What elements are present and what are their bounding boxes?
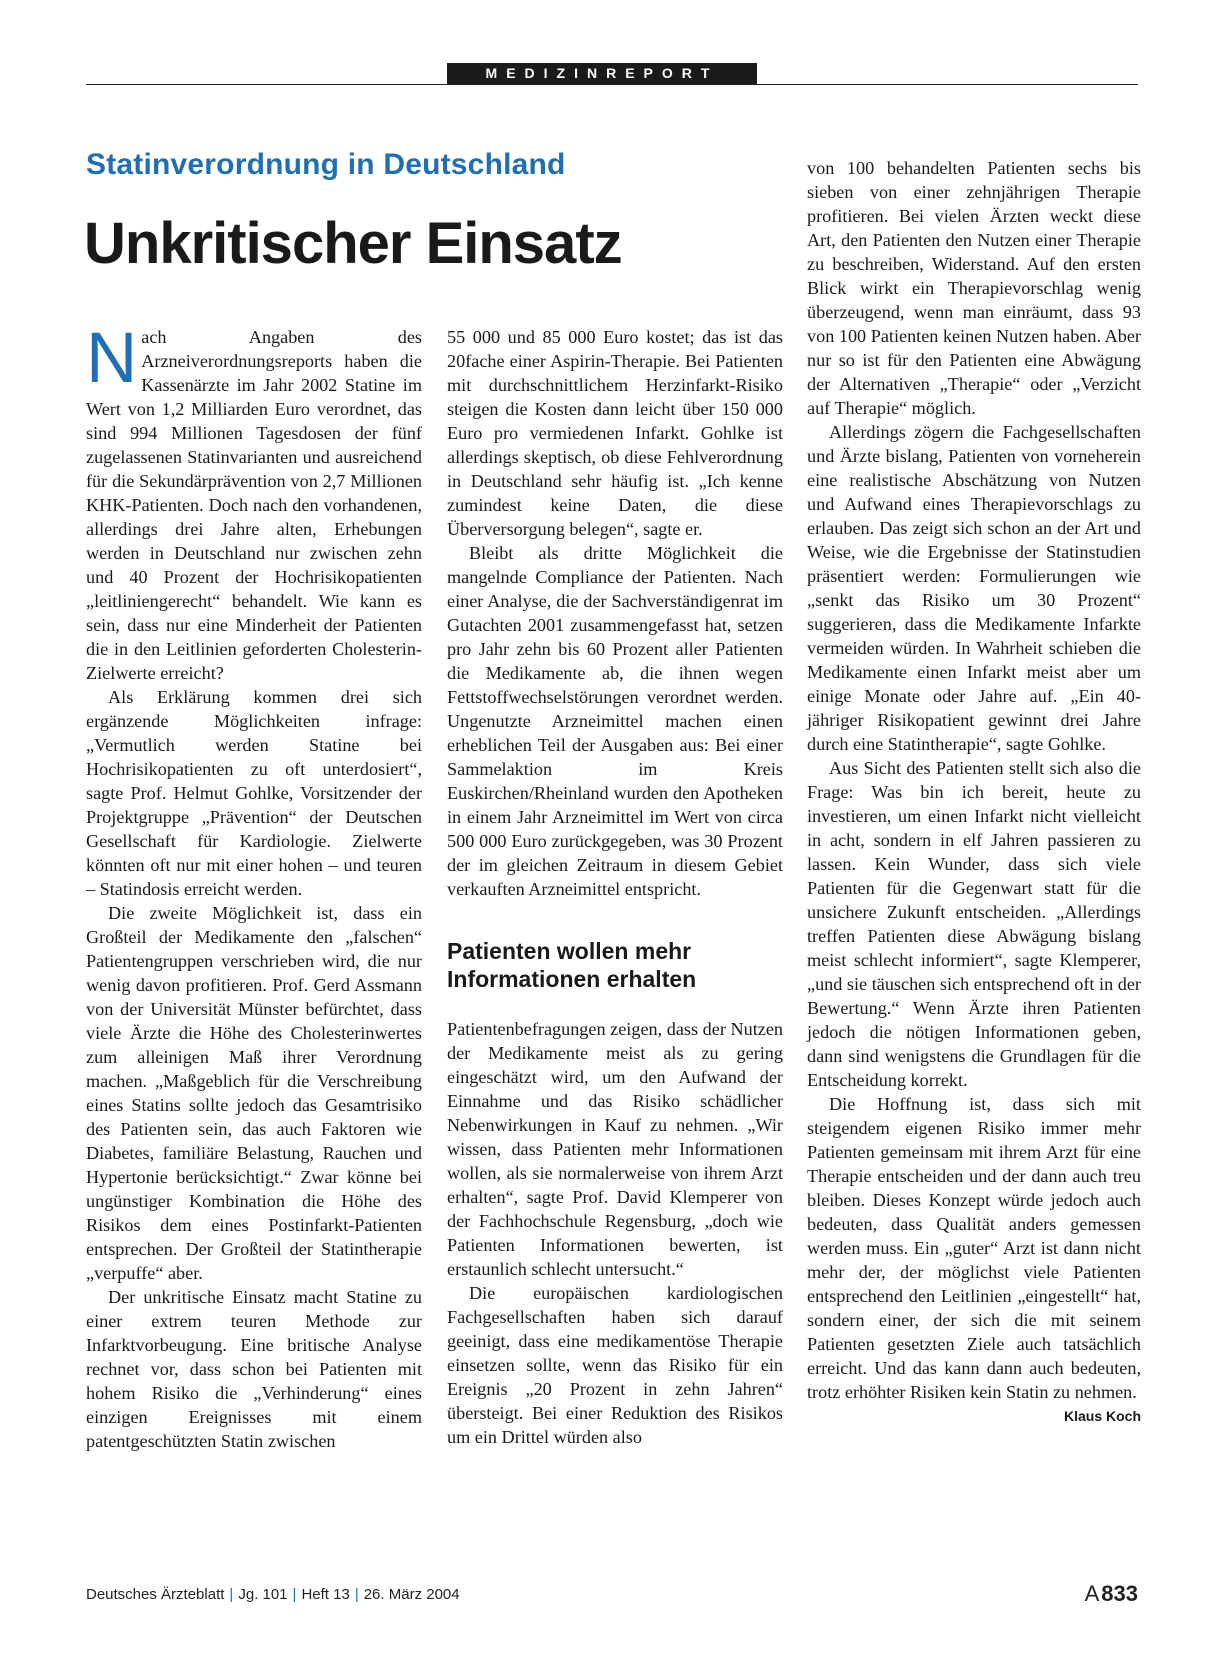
paragraph: Patientenbefragungen zeigen, dass der Nutzen der Medikamente meist als zu gering eingeschätzt wird, um den Aufwand der Einnahme und das Risiko schädlicher Nebenwirkungen in Kauf zu nehmen. „Wir wissen, dass Patienten mehr Informationen wollen, als sie normalerweise von ihrem Arzt erhalten“, sagte Prof. David Klemperer von der Fachhochschule Regensburg, „doch wie Patienten Informationen bewerten, ist erstaunlich schlecht untersucht.“ <box>447 1019 783 1279</box>
paragraph: Als Erklärung kommen drei sich ergänzende Möglichkeiten infrage: „Vermutlich werden Statine bei Hochrisikopatienten zu oft unterdosiert“, sagte Prof. Helmut Gohlke, Vorsitzender der Projektgruppe „Prävention“ der Deutschen Gesellschaft für Kardiologie. Zielwerte könnten oft nur mit einer hohen – und teuren – Statindosis erreicht werden. <box>86 687 422 899</box>
text-column-2 <box>447 325 783 1449</box>
paragraph: Bleibt als dritte Möglichkeit die mangelnde Compliance der Patienten. Nach einer Analyse, die der Sachverständigenrat im Gutachten 2001 zusammengefasst hat, setzen pro Jahr zehn bis 60 Prozent aller Patienten die Medikamente ab, die ihnen wegen Fettstoffwechselstörungen verordnet werden. Ungenutzte Arzneimittel machen einen erheblichen Teil der Ausgaben aus: Bei einer Sammelaktion im Kreis Euskirchen/Rheinland wurden den Apotheken in einem Jahr Arzneimittel im Wert von circa 500 000 Euro zurückgegeben, was 30 Prozent der im gleichen Zeitraum in diesem Gebiet verkauften Arzneimittel entspricht. <box>447 543 783 899</box>
paragraph: 55 000 und 85 000 Euro kostet; das ist das 20fache einer Aspirin-Therapie. Bei Patienten mit durchschnittlichem Herzinfarkt-Risiko steigen die Kosten dann leicht über 150 000 Euro pro vermiedenen Infarkt. Gohlke ist allerdings skeptisch, ob diese Fehlverordnung in Deutschland sehr häufig ist. „Ich kenne zumindest keine Daten, die diese Überversorgung belegen“, sagte er. <box>447 327 783 539</box>
subheading: Patienten wollen mehr Informationen erhalten <box>447 938 697 992</box>
separator: | <box>292 1586 297 1603</box>
paragraph-text: Die Hoffnung ist, dass sich mit steigendem eigenen Risiko immer mehr Patienten gemeinsam mit ihrem Arzt für eine Therapie entscheiden und der dann auch treu bleiben. Dieses Konzept würde jedoch auch bedeuten, dass Qualität anders gemessen werden muss. Ein „guter“ Arzt ist dann nicht mehr der, der möglichst viele Patienten entsprechend den Leitlinien „eingestellt“ hat, sondern einer, der sich die mit seinem Patienten gesetzten Ziele auch tatsächlich erreicht. Und das kann dann auch bedeuten, trotz erhöhter Risiken kein Statin zu nehmen. <box>807 1094 1141 1402</box>
separator: | <box>354 1586 359 1603</box>
drop-cap: N <box>86 319 138 398</box>
paragraph <box>807 1092 1141 1424</box>
paragraph: Der unkritische Einsatz macht Statine zu einer extrem teuren Methode zur Infarktvorbeugung. Eine britische Analyse rechnet vor, dass schon bei Patienten mit hohem Risiko die „Verhinderung“ eines einzigen Ereignisses mit einem patentgeschützten Statin zwischen <box>86 1287 422 1451</box>
section-label: MEDIZINREPORT <box>447 63 757 84</box>
paragraph <box>86 319 422 685</box>
journal-volume: Jg. 101 <box>238 1586 288 1603</box>
journal-date: 26. März 2004 <box>363 1586 460 1603</box>
journal-name: Deutsches Ärzteblatt <box>86 1586 225 1603</box>
article-kicker: Statinverordnung in Deutschland <box>86 148 566 181</box>
page-number-value: 833 <box>1101 1581 1138 1606</box>
paragraph: von 100 behandelten Patienten sechs bis sieben von einer zehnjährigen Therapie profitieren. Bei vielen Ärzten weckt diese Art, den Patienten den Nutzen einer Therapie zu beschreiben, Widerstand. Auf den ersten Blick wirkt ein Therapievorschlag wenig überzeugend, wenn man einräumt, dass 93 von 100 Patienten keinen Nutzen haben. Aber nur so ist für den Patienten eine Abwägung der Alternativen „Therapie“ oder „Verzicht auf Therapie“ möglich. <box>807 158 1141 418</box>
paragraph: Die zweite Möglichkeit ist, dass ein Großteil der Medikamente den „falschen“ Patientengruppen verschrieben wird, die nur wenig davon profitieren. Prof. Gerd Assmann von der Universität Münster befürchtet, dass viele Ärzte die Höhe des Cholesterinwertes zum alleinigen Maß ihrer Verordnung machen. „Maßgeblich für die Verschreibung eines Statins sollte jedoch das Gesamtrisiko des Patienten sein, das auch Faktoren wie Diabetes, familiäre Belastung, Rauchen und Hypertonie berücksichtigt.“ Zwar könne bei ungünstiger Kombination die Höhe des Risikos dem eines Postinfarkt-Patienten entsprechen. Der Großteil der Statintherapie „verpuffe“ aber. <box>86 903 422 1283</box>
separator: | <box>229 1586 234 1603</box>
author-byline: Klaus Koch <box>1063 1408 1141 1424</box>
text-column-1 <box>86 319 422 1453</box>
paragraph: Die europäischen kardiologischen Fachgesellschaften haben sich darauf geeinigt, dass eine medikamentöse Therapie einsetzen sollte, wenn das Risiko für ein Ereignis „20 Prozent in zehn Jahren“ übersteigt. Bei einer Reduktion des Risikos um ein Drittel würden also <box>447 1283 783 1447</box>
header-rule <box>86 84 1138 85</box>
text-column-3 <box>807 156 1141 1428</box>
page-prefix: A <box>1084 1581 1100 1606</box>
paragraph: Allerdings zögern die Fachgesellschaften und Ärzte bislang, Patienten von vorneherein eine realistische Abschätzung von Nutzen und Aufwand eines Therapievorschlags zu erlauben. Das zeigt sich schon an der Art und Weise, wie die Ergebnisse der Statinstudien präsentiert werden: Formulierungen wie „senkt das Risiko um 30 Prozent“ suggerieren, dass die Medikamente Infarkte vermeiden würden. In Wahrheit schieben die Medikamente einen Infarkt meist aber um einige Monate oder Jahre auf. „Ein 40-jähriger Risikopatient gewinnt drei Jahre durch eine Statintherapie“, sagte Gohlke. <box>807 422 1141 754</box>
article-title: Unkritischer Einsatz <box>84 211 622 276</box>
paragraph-text: ach Angaben des Arzneiverordnungsreports haben die Kassenärzte im Jahr 2002 Statine im Wert von 1,2 Milliarden Euro verordnet, das sind 994 Millionen Tagesdosen der fünf zugelassenen Statinvarianten und ausreichend für die Sekundärprävention von 2,7 Millionen KHK-Patienten. Doch nach den vorhandenen, allerdings drei Jahre alten, Erhebungen werden in Deutschland nur zwischen zehn und 40 Prozent der Hochrisikopatienten „leitliniengerecht“ behandelt. Wie kann es sein, dass nur eine Minderheit der Patienten die in den Leitlinien geforderten Cholesterin-Zielwerte erreicht? <box>86 327 422 683</box>
page-footer <box>86 1581 1138 1606</box>
section-header <box>86 63 1138 85</box>
paragraph: Aus Sicht des Patienten stellt sich also die Frage: Was bin ich bereit, heute zu investieren, um einen Infarkt nicht vielleicht in acht, sondern in elf Jahren passieren zu lassen. Kein Wunder, dass sich viele Patienten für die Gegenwart statt für die unsichere Zukunft entscheiden. „Allerdings treffen Patienten diese Abwägung bislang meist schlecht informiert“, sagte Klemperer, „und sie täuschen sich entsprechend oft in der Bewertung.“ Wenn Ärzte ihren Patienten jedoch die nötigen Informationen geben, dann sind wenigstens die Grundlagen für die Entscheidung korrekt. <box>807 758 1141 1090</box>
page-number <box>1085 1581 1138 1607</box>
journal-issue: Heft 13 <box>301 1586 350 1603</box>
